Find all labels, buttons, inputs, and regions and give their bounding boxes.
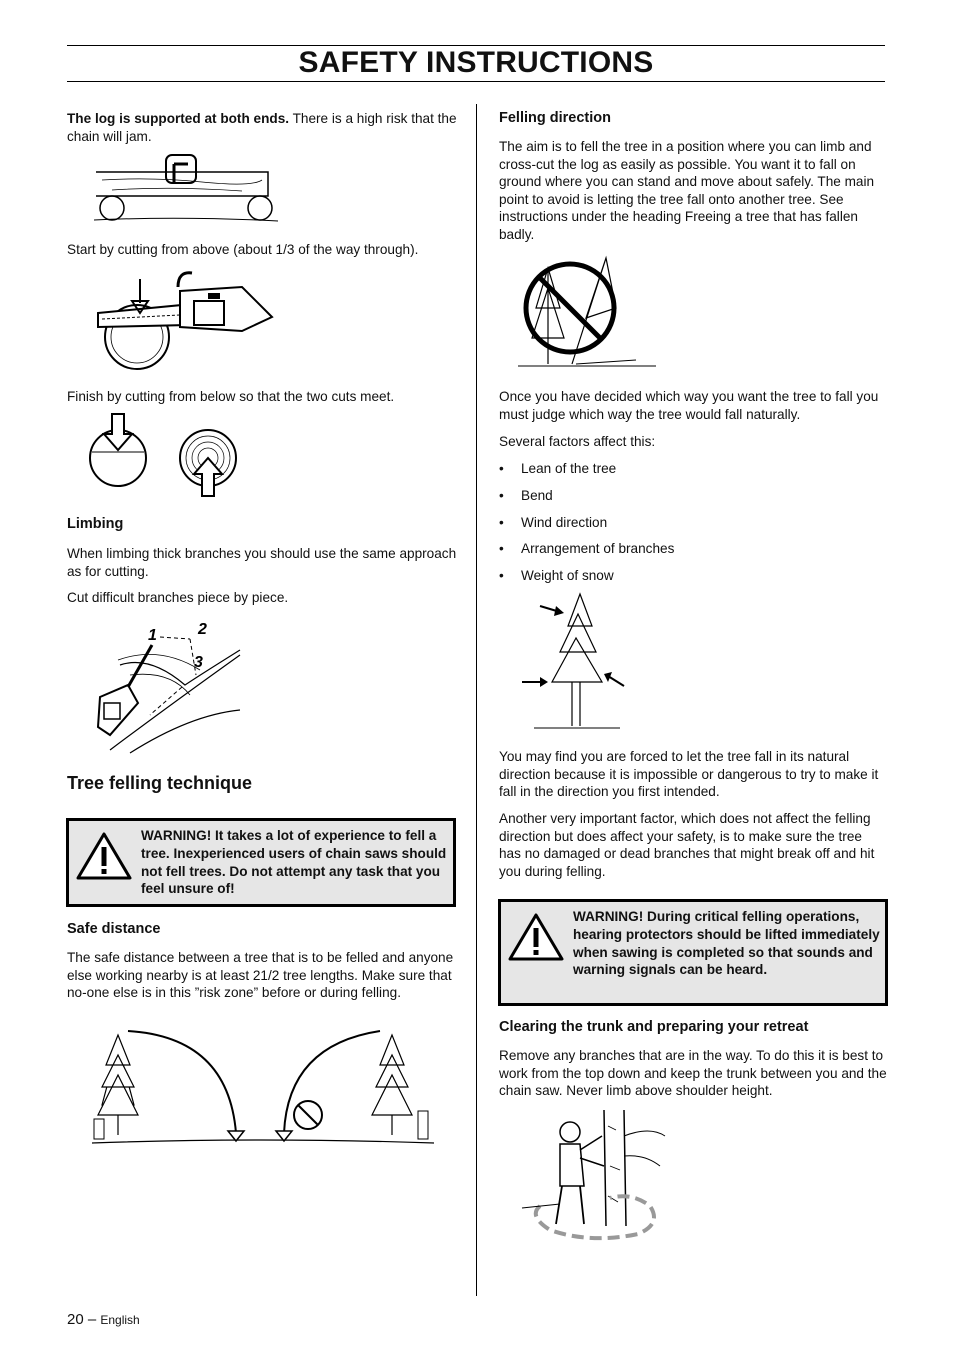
tree-onto-tree-prohibited-illustration [516, 248, 661, 373]
list-item: • Weight of snow [499, 568, 614, 583]
log-supported-paragraph [67, 110, 457, 145]
safe-distance-text: The safe distance between a tree that is to be felled and anyone else working nearby is at least 21/2 tree lengths. Make sure that no-one else is in this ”risk zone” before or during felling. [67, 950, 454, 1000]
factors-list [499, 460, 887, 590]
limbing-paragraph-2: Cut difficult branches piece by piece. [67, 590, 289, 605]
factors-intro: Several factors affect this: [499, 434, 656, 449]
column-divider [476, 104, 477, 1296]
limbing-heading: Limbing [67, 516, 124, 532]
limb-label-2: 2 [198, 621, 207, 638]
list-item: • Arrangement of branches [499, 541, 675, 556]
tree-felling-heading: Tree felling technique [67, 773, 253, 793]
top-cut-chainsaw-illustration [92, 265, 277, 375]
felling-direction-text: The aim is to fell the tree in a position where you can limb and cross-cut the log as easily as possible. You want it to fall on ground where you can stand and move about safely. The main point to avoid is letting the tree fall onto another tree. See instructions under the heading Freeing a tree that has fallen badly. [499, 139, 875, 242]
warning-hearing-text: WARNING! During critical felling operations, hearing protectors should be lifted immediately when sawing is completed so that sounds and warning signals can be heard. [573, 909, 880, 978]
clearing-trunk-heading: Clearing the trunk and preparing your retreat [499, 1019, 809, 1035]
limb-label-3: 3 [194, 654, 203, 671]
list-item: • Lean of the tree [499, 461, 617, 476]
tree-factors-illustration [520, 590, 630, 732]
forced-direction-text: You may find you are forced to let the tree fall in its natural direction because it is impossible or dangerous to try to make it fall in the direction you first intended. [499, 749, 879, 799]
warning-experience-text: WARNING! It takes a lot of experience to fell a tree. Inexperienced users of chain saws should not fell trees. Do not attempt any task that you feel unsure of! [141, 828, 447, 897]
decided-direction-text: Once you have decided which way you want the tree to fall you must judge which way the tree would fall naturally. [499, 389, 879, 422]
footer-language: English [100, 1313, 140, 1327]
title-underline [67, 81, 885, 82]
footer-separator: – [83, 1311, 101, 1328]
list-item: • Wind direction [499, 515, 608, 530]
limb-label-1: 1 [148, 627, 157, 644]
warning-box-experience [66, 818, 456, 907]
safe-distance-illustration [88, 1025, 438, 1150]
warning-triangle-icon [75, 831, 133, 881]
page-title: SAFETY INSTRUCTIONS [298, 46, 654, 79]
finish-cut-text: Finish by cutting from below so that the two cuts meet. [67, 389, 395, 404]
clearing-trunk-text: Remove any branches that are in the way. To do this it is best to work from the top down and keep the trunk between you and the chain saw. Never limb above shoulder height. [499, 1048, 887, 1098]
warning-triangle-icon [507, 912, 565, 962]
felling-direction-heading: Felling direction [499, 110, 611, 126]
another-factor-text: Another very important factor, which does not affect the felling direction but does affect your safety, is to make sure the tree has no damaged or dead branches that might break off and hit you during felling. [499, 811, 875, 879]
start-cut-text: Start by cutting from above (about 1/3 of the way through). [67, 242, 419, 257]
log-supported-bold: The log is supported at both ends. [67, 111, 290, 126]
page-number: 20 [67, 1311, 84, 1328]
list-item: • Bend [499, 488, 553, 503]
page-footer [67, 1311, 140, 1328]
bottom-cut-illustration [88, 408, 248, 503]
clearing-trunk-illustration [520, 1106, 668, 1246]
limbing-illustration [90, 615, 250, 755]
log-supported-text: There is a high risk that the chain will jam. [67, 111, 457, 144]
limbing-paragraph-1: When limbing thick branches you should use the same approach as for cutting. [67, 546, 457, 579]
log-supported-illustration [92, 150, 282, 225]
warning-box-hearing [498, 899, 888, 1006]
safe-distance-heading: Safe distance [67, 921, 161, 937]
